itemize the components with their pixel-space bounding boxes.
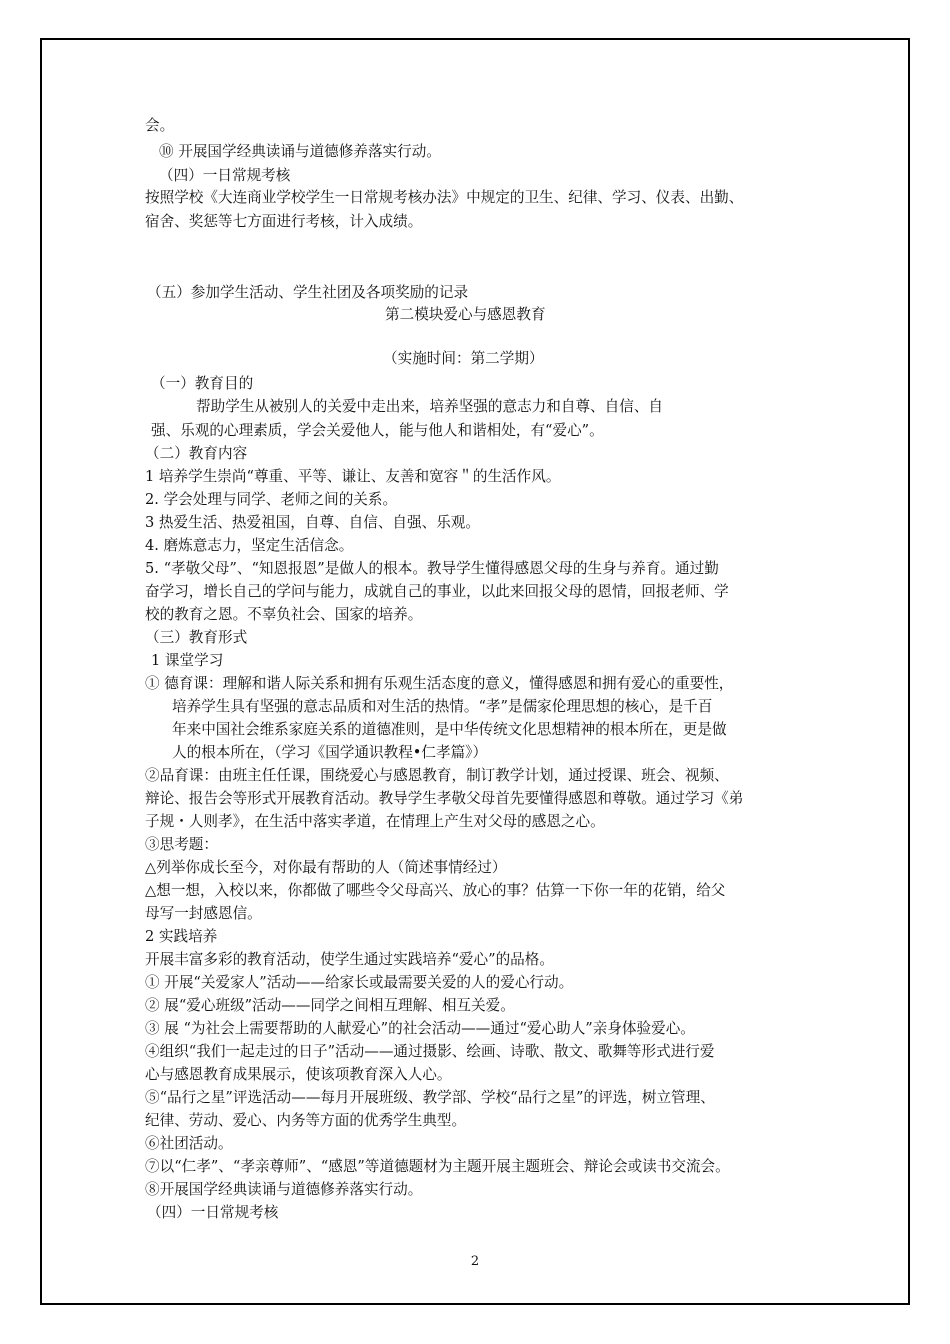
text-line: 2. 学会处理与同学、老师之间的关系。	[145, 491, 398, 508]
text-line: 宿舍、奖惩等七方面进行考核，计入成绩。	[145, 213, 423, 230]
text-line: ① 德育课：理解和谐人际关系和拥有乐观生活态度的意义，懂得感恩和拥有爱心的重要性，	[145, 675, 734, 692]
text-line: ② 展“爱心班级”活动——同学之间相互理解、相互关爱。	[145, 997, 515, 1014]
text-line: △想一想，入校以来，你都做了哪些令父母高兴、放心的事？估算一下你一年的花销，给父	[145, 882, 726, 899]
text-line: 培养学生具有坚强的意志品质和对生活的热情。“孝”是儒家伦理思想的核心，是千百	[172, 698, 713, 715]
text-line: 人的根本所在，（学习《国学通识教程•仁孝篇》）	[172, 744, 488, 761]
subsection-heading: 2 实践培养	[145, 928, 218, 945]
section-heading: （四）一日常规考核	[147, 1204, 279, 1221]
text-line: 奋学习，增长自己的学问与能力，成就自己的事业，以此来回报父母的恩情，回报老师、学	[145, 583, 729, 600]
subsection-heading: 1 课堂学习	[151, 652, 224, 669]
text-line: ④组织“我们一起走过的日子”活动——通过摄影、绘画、诗歌、散文、歌舞等形式进行爱	[145, 1043, 715, 1060]
text-line: 5. “孝敬父母”、“知恩报恩”是做人的根本。教导学生懂得感恩父母的生身与养育。通过勤	[145, 560, 719, 577]
text-line: 心与感恩教育成果展示，使该项教育深入人心。	[145, 1066, 452, 1083]
text-line: ① 开展“关爱家人”活动——给家长或最需要关爱的人的爱心行动。	[145, 974, 574, 991]
text-line: 强、乐观的心理素质，学会关爱他人，能与他人和谐相处，有“爱心”。	[151, 422, 604, 439]
text-line: 纪律、劳动、爱心、内务等方面的优秀学生典型。	[145, 1112, 467, 1129]
text-line: 帮助学生从被别人的关爱中走出来，培养坚强的意志力和自尊、自信、自	[196, 398, 664, 415]
text-line: ⑤“品行之星”评选活动——每月开展班级、教学部、学校“品行之星”的评选，树立管理、	[145, 1089, 715, 1106]
text-line: 子规・人则孝》，在生活中落实孝道，在情理上产生对父母的感恩之心。	[145, 813, 605, 830]
text-line: 母写一封感恩信。	[145, 905, 262, 922]
section-heading: （四）一日常规考核	[159, 167, 291, 184]
module-title: 第二模块爱心与感恩教育	[385, 306, 546, 323]
text-line: △列举你成长至今，对你最有帮助的人（简述事情经过）	[145, 859, 507, 876]
text-line: 辩论、报告会等形式开展教育活动。教导学生孝敬父母首先要懂得感恩和尊敬。通过学习《弟	[145, 790, 744, 807]
text-line: 4. 磨炼意志力，坚定生活信念。	[145, 537, 354, 554]
text-line: ③思考题：	[145, 836, 218, 853]
section-heading: （三）教育形式	[145, 629, 248, 646]
text-line: 按照学校《大连商业学校学生一日常规考核办法》中规定的卫生、纪律、学习、仪表、出勤、	[145, 189, 744, 206]
text-line: 年来中国社会维系家庭关系的道德准则，是中华传统文化思想精神的根本所在，更是做	[172, 721, 727, 738]
section-heading: （一）教育目的	[151, 375, 254, 392]
text-line: ②品育课：由班主任任课，围绕爱心与感恩教育，制订教学计划，通过授课、班会、视频、	[145, 767, 729, 784]
section-heading: （五）参加学生活动、学生社团及各项奖励的记录	[147, 284, 469, 301]
text-line: 1 培养学生崇尚“尊重、平等、谦让、友善和宽容＂的生活作风。	[145, 468, 561, 485]
text-line: ⑥社团活动。	[145, 1135, 233, 1152]
text-line: ③ 展 “为社会上需要帮助的人献爱心”的社会活动——通过“爱心助人”亲身体验爱心。	[145, 1020, 695, 1037]
text-line: ⑧开展国学经典读诵与道德修养落实行动。	[145, 1181, 423, 1198]
section-heading: （二）教育内容	[145, 445, 248, 462]
text-line: 校的教育之恩。不辜负社会、国家的培养。	[145, 606, 423, 623]
page-number: 2	[470, 1254, 480, 1269]
text-line: 会。	[145, 117, 175, 134]
text-line: 开展丰富多彩的教育活动，使学生通过实践培养“爱心”的品格。	[145, 951, 554, 968]
text-line: 3 热爱生活、热爱祖国，自尊、自信、自强、乐观。	[145, 514, 480, 531]
text-line: ⑩ 开展国学经典读诵与道德修养落实行动。	[159, 143, 441, 160]
text-line: ⑦以“仁孝”、“孝亲尊师”、“感恩”等道德题材为主题开展主题班会、辩论会或读书交流会。	[145, 1158, 730, 1175]
implementation-time: （实施时间：第二学期）	[383, 350, 544, 367]
